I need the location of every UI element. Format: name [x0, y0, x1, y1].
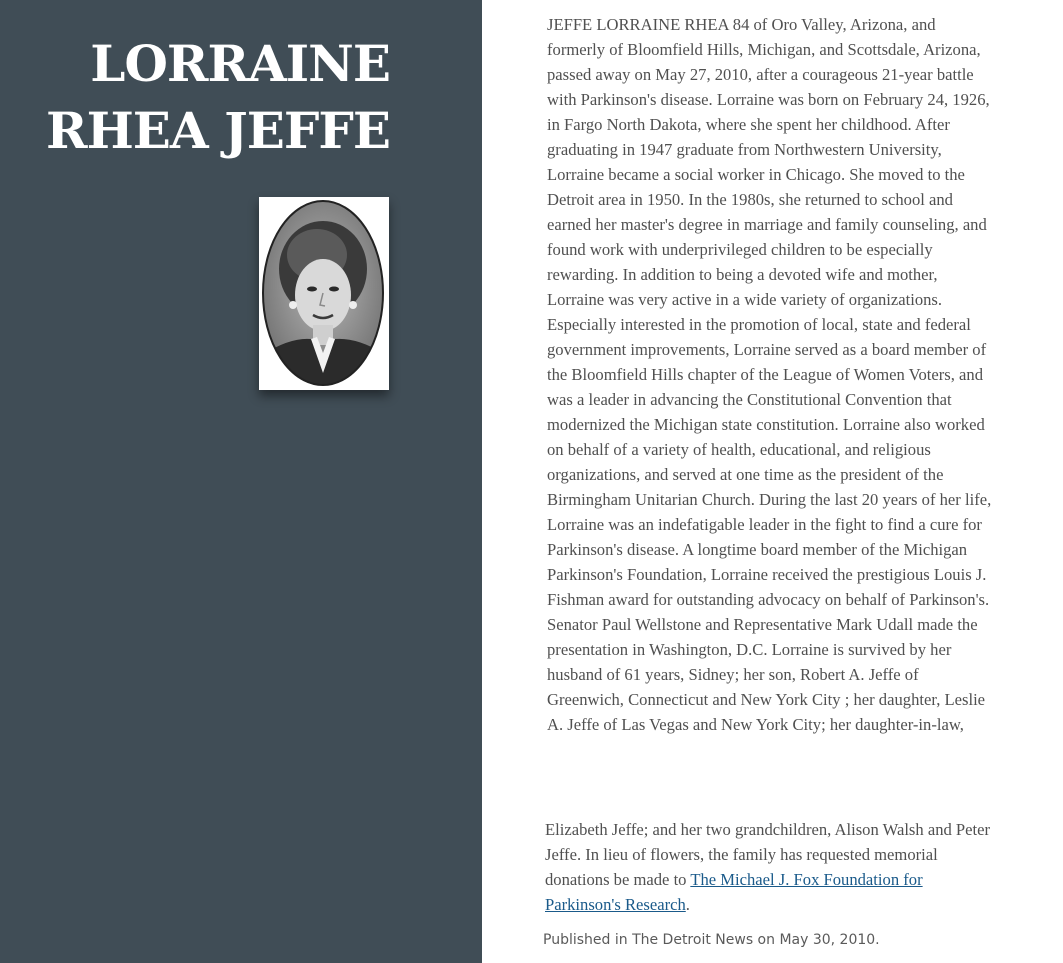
portrait-photo-image [259, 197, 389, 390]
left-panel [0, 0, 482, 963]
deceased-name-heading [40, 30, 390, 164]
obituary-text-continued [545, 817, 995, 917]
name-line-1: LORRAINE [90, 34, 390, 93]
obituary-tail-text: Elizabeth Jeffe; and her two grandchildren, Alison Walsh and Peter Jeffe. In lieu of flowers, the family has requested memorial donations be made to [545, 820, 991, 889]
name-line-2: RHEA JEFFE [46, 101, 390, 160]
donation-link[interactable]: The Michael J. Fox Foundation for Parkinson's Research [545, 870, 923, 914]
obituary-tail-end: . [685, 895, 690, 914]
portrait-photo [259, 197, 389, 390]
obituary-text: JEFFE LORRAINE RHEA 84 of Oro Valley, Arizona, and formerly of Bloomfield Hills, Michigan, and Scottsdale, Arizona, passed away on May 27, 2010, after a courageous 21-year battle with Parkinson's disease. Lorraine was born on February 24, 1926, in Fargo North Dakota, where she spent her childhood. After graduating in 1947 graduate from Northwestern University, Lorraine became a social worker in Chicago. She moved to the Detroit area in 1950. In the 1980s, she returned to school and earned her master's degree in marriage and family counseling, and found work with underprivileged children to be especially rewarding. In addition to being a devoted wife and mother, Lorraine was very active in a wide variety of organizations. Especially interested in the promotion of local, state and federal government improvements, Lorraine served as a board member of the Bloomfield Hills chapter of the League of Women Voters, and was a leader in advancing the Constitutional Convention that modernized the Michigan state constitution. Lorraine also worked on behalf of a variety of health, educational, and religious organizations, and served at one time as the president of the Birmingham Unitarian Church. During the last 20 years of her life, Lorraine was an indefatigable leader in the fight to find a cure for Parkinson's disease. A longtime board member of the Michigan Parkinson's Foundation, Lorraine received the prestigious Louis J. Fishman award for outstanding advocacy on behalf of Parkinson's. Senator Paul Wellstone and Representative Mark Udall made the presentation in Washington, D.C. Lorraine is survived by her husband of 61 years, Sidney; her son, Robert A. Jeffe of Greenwich, Connecticut and New York City ; her daughter, Leslie A. Jeffe of Las Vegas and New York City; her daughter-in-law, [547, 15, 992, 734]
publication-credit: Published in The Detroit News on May 30, 2010. [543, 932, 880, 948]
